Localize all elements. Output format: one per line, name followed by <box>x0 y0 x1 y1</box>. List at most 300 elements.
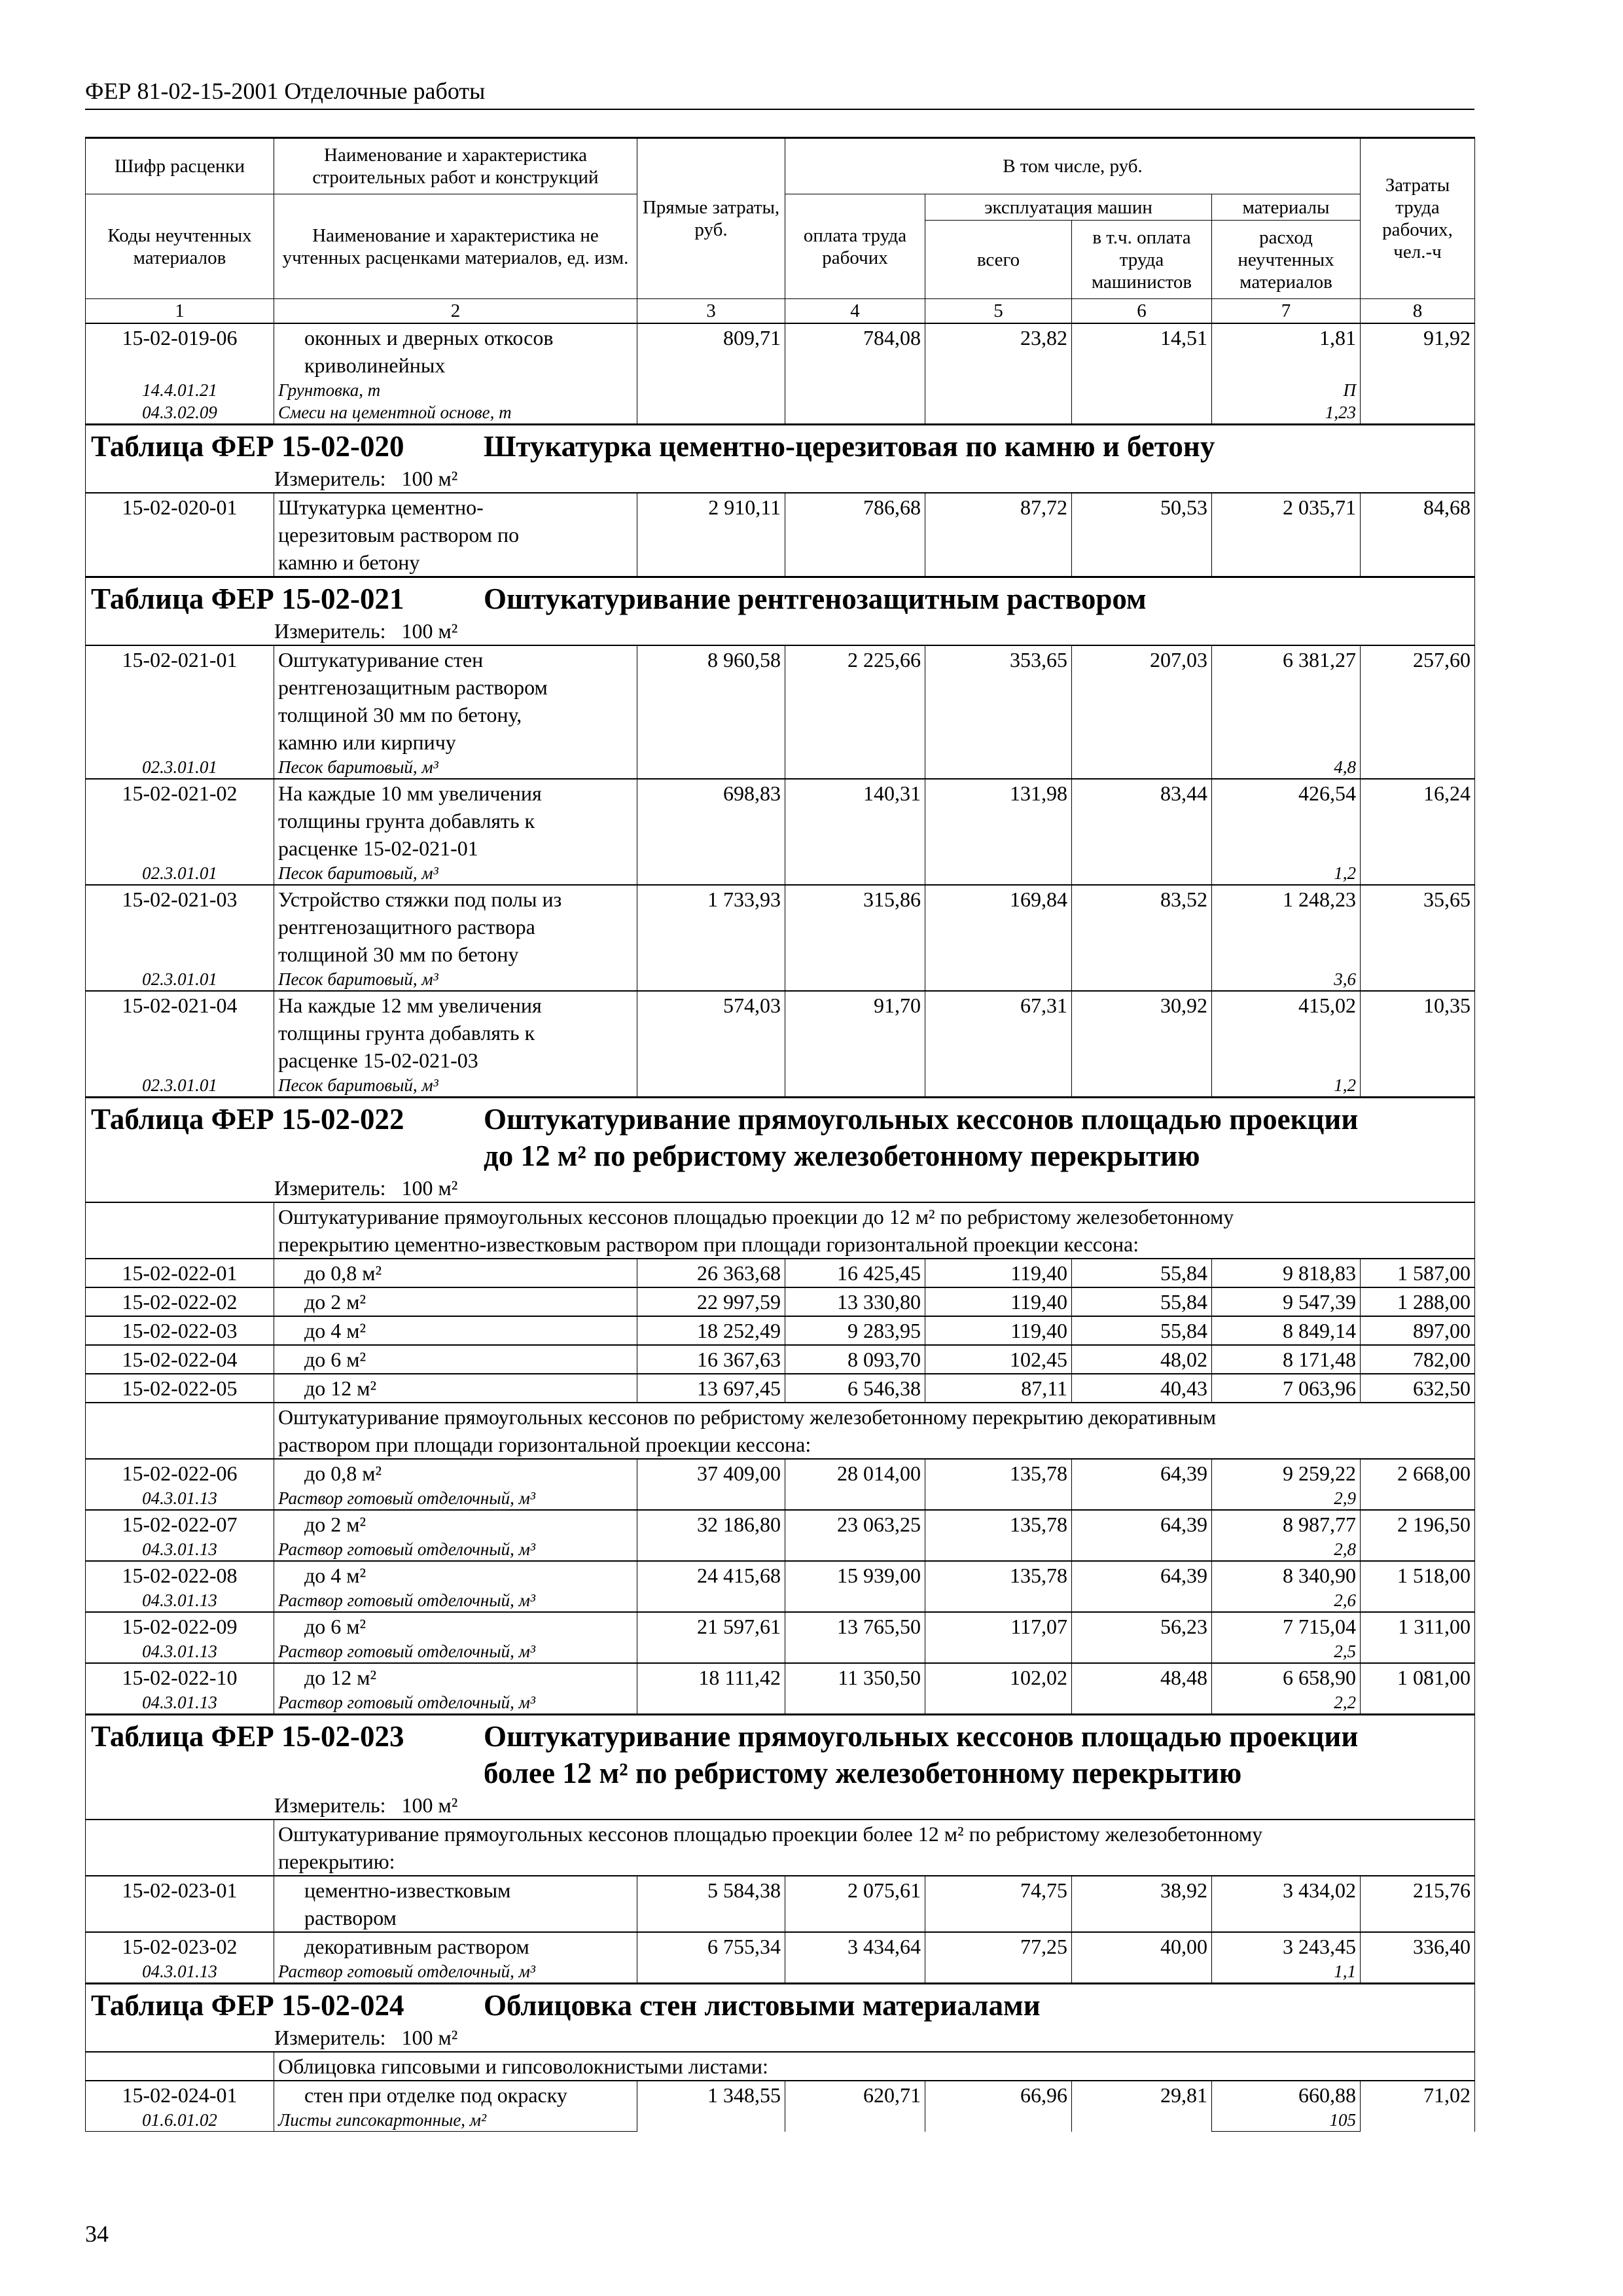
machines-total-value: 23,82 <box>925 323 1072 425</box>
name-line: до 12 м² <box>304 1376 377 1400</box>
table-row <box>86 1259 1475 1287</box>
material-code: 14.4.01.21 <box>86 379 274 401</box>
table-row <box>86 1663 1475 1691</box>
wages-value: 13 330,80 <box>785 1287 925 1316</box>
materials-value: 6 381,27 <box>1212 645 1361 756</box>
material-qty: 1,2 <box>1212 862 1361 885</box>
machinist-wages-value: 14,51 <box>1072 323 1212 425</box>
machines-total-value: 117,07 <box>925 1612 1072 1663</box>
column-number: 1 <box>86 299 274 324</box>
section-title-text <box>484 1987 1041 2024</box>
description-line: Оштукатуривание прямоугольных кессонов площадью проекции более 12 м² по ребристому железобетонному <box>278 1822 1263 1846</box>
rate-code: 15-02-022-01 <box>86 1259 274 1287</box>
material-name: Листы гипсокартонные, м² <box>274 2109 637 2132</box>
material-name: Песок баритовый, м³ <box>274 862 637 885</box>
work-name <box>274 1663 637 1691</box>
group-description <box>274 2052 1475 2081</box>
table-row <box>86 1287 1475 1316</box>
work-name <box>274 779 637 862</box>
empty-cell <box>86 1403 274 1459</box>
materials-value: 2 035,71 <box>1212 493 1361 577</box>
group-description-row <box>86 1202 1475 1259</box>
name-line: рентгенозащитным раствором <box>278 675 548 699</box>
rate-code: 15-02-020-01 <box>86 493 274 577</box>
wages-value: 2 225,66 <box>785 645 925 779</box>
direct-costs-value: 24 415,68 <box>637 1561 785 1612</box>
group-description <box>274 1202 1475 1259</box>
material-qty: 2,5 <box>1212 1640 1361 1663</box>
work-name <box>274 885 637 968</box>
machines-total-value: 67,31 <box>925 991 1072 1098</box>
rate-code: 15-02-022-07 <box>86 1510 274 1538</box>
wages-value: 2 075,61 <box>785 1876 925 1932</box>
name-line: до 12 м² <box>304 1666 377 1689</box>
meter-value: 100 м² <box>401 2026 458 2049</box>
rate-code: 15-02-023-02 <box>86 1932 274 1960</box>
materials-value: 8 340,90 <box>1212 1561 1361 1589</box>
table-row <box>86 493 1475 577</box>
table-row <box>86 2081 1475 2109</box>
meter-label: Измеритель: <box>274 619 386 643</box>
name-line: рентгенозащитного раствора <box>278 915 535 939</box>
labor-hours-value: 336,40 <box>1361 1932 1475 1984</box>
work-name <box>274 1316 637 1345</box>
section-title-text <box>484 1718 1358 1791</box>
machines-total-value: 119,40 <box>925 1259 1072 1287</box>
title-line: Штукатурка цементно-церезитовая по камню и бетону <box>484 430 1215 463</box>
table-section-heading <box>86 1984 1475 2053</box>
direct-costs-value: 37 409,00 <box>637 1459 785 1510</box>
name-line: до 4 м² <box>304 1564 366 1587</box>
name-line: церезитовым раствором по <box>278 523 520 547</box>
name-line: до 4 м² <box>304 1319 366 1342</box>
description-line: перекрытию: <box>278 1850 395 1873</box>
machinist-wages-value: 38,92 <box>1072 1876 1212 1932</box>
section-title-text <box>484 1101 1358 1174</box>
description-line: Оштукатуривание прямоугольных кессонов по ребристому железобетонному перекрытию декоративным <box>278 1405 1217 1429</box>
materials-value: 8 987,77 <box>1212 1510 1361 1538</box>
labor-hours-value: 91,92 <box>1361 323 1475 425</box>
material-code: 04.3.01.13 <box>86 1487 274 1510</box>
material-qty: 2,6 <box>1212 1589 1361 1612</box>
wages-value: 15 939,00 <box>785 1561 925 1612</box>
work-name <box>274 323 637 379</box>
materials-value: 9 259,22 <box>1212 1459 1361 1487</box>
machinist-wages-value: 48,48 <box>1072 1663 1212 1715</box>
direct-costs-value: 1 348,55 <box>637 2081 785 2132</box>
name-line: стен при отделке под окраску <box>304 2083 567 2107</box>
work-name <box>274 1510 637 1538</box>
material-qty: П <box>1212 379 1361 401</box>
machines-total-value: 353,65 <box>925 645 1072 779</box>
wages-value: 28 014,00 <box>785 1459 925 1510</box>
title-line: до 12 м² по ребристому железобетонному перекрытию <box>484 1139 1200 1172</box>
machinist-wages-value: 64,39 <box>1072 1459 1212 1510</box>
group-description-row <box>86 1403 1475 1459</box>
column-number: 3 <box>637 299 785 324</box>
name-line: толщиной 30 мм по бетону <box>278 942 519 966</box>
wages-value: 16 425,45 <box>785 1259 925 1287</box>
machines-total-value: 135,78 <box>925 1510 1072 1561</box>
section-title-text <box>484 581 1147 617</box>
col-header-material-codes: Коды неучтенных материалов <box>86 194 274 299</box>
section-title <box>91 581 1469 617</box>
material-code: 04.3.02.09 <box>86 401 274 425</box>
machinist-wages-value: 56,23 <box>1072 1612 1212 1663</box>
rate-code: 15-02-022-08 <box>86 1561 274 1589</box>
labor-hours-value: 10,35 <box>1361 991 1475 1098</box>
table-row <box>86 885 1475 968</box>
direct-costs-value: 1 733,93 <box>637 885 785 991</box>
labor-hours-value: 71,02 <box>1361 2081 1475 2132</box>
labor-hours-value: 1 288,00 <box>1361 1287 1475 1316</box>
name-line: На каждые 10 мм увеличения <box>278 781 542 805</box>
meter-label: Измеритель: <box>274 1793 386 1817</box>
material-code: 04.3.01.13 <box>86 1691 274 1715</box>
meter-label: Измеритель: <box>274 2026 386 2049</box>
section-title-text <box>484 428 1215 465</box>
table-section-heading <box>86 1715 1475 1820</box>
labor-hours-value: 16,24 <box>1361 779 1475 885</box>
wages-value: 3 434,64 <box>785 1932 925 1984</box>
table-row <box>86 991 1475 1074</box>
name-line: толщиной 30 мм по бетону, <box>278 703 522 726</box>
materials-value: 8 849,14 <box>1212 1316 1361 1345</box>
meter <box>91 2024 1469 2051</box>
material-name: Раствор готовый отделочный, м³ <box>274 1960 637 1984</box>
empty-cell <box>86 1202 274 1259</box>
rate-code: 15-02-022-02 <box>86 1287 274 1316</box>
material-name: Раствор готовый отделочный, м³ <box>274 1538 637 1561</box>
meter-label: Измеритель: <box>274 1176 386 1200</box>
work-name <box>274 1612 637 1640</box>
wages-value: 784,08 <box>785 323 925 425</box>
col-header-machinist-wages: в т.ч. оплата труда машинистов <box>1072 221 1212 299</box>
wages-value: 8 093,70 <box>785 1345 925 1374</box>
rate-code: 15-02-023-01 <box>86 1876 274 1932</box>
work-name <box>274 645 637 756</box>
table-row <box>86 1876 1475 1932</box>
page-number: 34 <box>85 2221 109 2247</box>
table-row <box>86 645 1475 756</box>
material-name: Грунтовка, т <box>274 379 637 401</box>
title-line: Оштукатуривание прямоугольных кессонов площадью проекции <box>484 1103 1359 1136</box>
running-head: ФЕР 81-02-15-2001 Отделочные работы <box>85 78 486 104</box>
machinist-wages-value: 55,84 <box>1072 1316 1212 1345</box>
rate-code: 15-02-022-03 <box>86 1316 274 1345</box>
material-name: Песок баритовый, м³ <box>274 756 637 779</box>
wages-value: 620,71 <box>785 2081 925 2132</box>
group-description-row <box>86 2052 1475 2081</box>
materials-value: 9 547,39 <box>1212 1287 1361 1316</box>
direct-costs-value: 6 755,34 <box>637 1932 785 1984</box>
meter-value: 100 м² <box>401 1793 458 1817</box>
name-line: до 6 м² <box>304 1348 366 1371</box>
work-name <box>274 1459 637 1487</box>
material-code: 02.3.01.01 <box>86 968 274 991</box>
name-line: раствором <box>304 1906 397 1929</box>
wages-value: 315,86 <box>785 885 925 991</box>
machinist-wages-value: 50,53 <box>1072 493 1212 577</box>
labor-hours-value: 2 196,50 <box>1361 1510 1475 1561</box>
labor-hours-value: 35,65 <box>1361 885 1475 991</box>
machinist-wages-value: 83,52 <box>1072 885 1212 991</box>
meter <box>91 1174 1469 1202</box>
rate-code: 15-02-022-06 <box>86 1459 274 1487</box>
work-name <box>274 991 637 1074</box>
name-line: расценке 15-02-021-03 <box>278 1049 478 1072</box>
empty-cell <box>86 1820 274 1876</box>
section-title <box>91 1987 1469 2024</box>
meter <box>91 617 1469 645</box>
name-line: до 2 м² <box>304 1290 366 1314</box>
rate-code: 15-02-021-03 <box>86 885 274 968</box>
material-name: Песок баритовый, м³ <box>274 1074 637 1098</box>
group-description <box>274 1403 1475 1459</box>
name-line: криволинейных <box>304 353 446 377</box>
meter-label: Измеритель: <box>274 467 386 490</box>
work-name <box>274 1561 637 1589</box>
section-code: Таблица ФЕР 15-02-022 <box>91 1103 404 1136</box>
table-row <box>86 1932 1475 1960</box>
col-header-wages: оплата труда рабочих <box>785 194 925 299</box>
rate-code: 15-02-022-05 <box>86 1374 274 1403</box>
material-name: Раствор готовый отделочный, м³ <box>274 1487 637 1510</box>
direct-costs-value: 13 697,45 <box>637 1374 785 1403</box>
labor-hours-value: 2 668,00 <box>1361 1459 1475 1510</box>
col-header-name: Наименование и характеристика строительных работ и конструкций <box>274 138 637 194</box>
name-line: камню или кирпичу <box>278 730 456 754</box>
name-line: декоративным раствором <box>304 1935 529 1958</box>
col-header-labor: Затраты труда рабочих, чел.-ч <box>1361 138 1475 299</box>
name-line: толщины грунта добавлять к <box>278 809 535 833</box>
wages-value: 13 765,50 <box>785 1612 925 1663</box>
col-header-materials: материалы <box>1212 194 1361 221</box>
direct-costs-value: 26 363,68 <box>637 1259 785 1287</box>
material-code: 01.6.01.02 <box>86 2109 274 2132</box>
materials-value: 9 818,83 <box>1212 1259 1361 1287</box>
work-name <box>274 1259 637 1287</box>
materials-value: 660,88 <box>1212 2081 1361 2109</box>
section-code: Таблица ФЕР 15-02-021 <box>91 583 404 615</box>
materials-value: 7 715,04 <box>1212 1612 1361 1640</box>
col-header-material-names: Наименование и характеристика не учтенных расценками материалов, ед. изм. <box>274 194 637 299</box>
materials-value: 426,54 <box>1212 779 1361 862</box>
materials-value: 6 658,90 <box>1212 1663 1361 1691</box>
section-title <box>91 1101 1469 1174</box>
labor-hours-value: 215,76 <box>1361 1876 1475 1932</box>
direct-costs-value: 698,83 <box>637 779 785 885</box>
machines-total-value: 102,02 <box>925 1663 1072 1715</box>
materials-value: 3 243,45 <box>1212 1932 1361 1960</box>
machines-total-value: 119,40 <box>925 1287 1072 1316</box>
table-row <box>86 1612 1475 1640</box>
machinist-wages-value: 64,39 <box>1072 1561 1212 1612</box>
section-code: Таблица ФЕР 15-02-024 <box>91 1989 404 2022</box>
wages-value: 11 350,50 <box>785 1663 925 1715</box>
machines-total-value: 66,96 <box>925 2081 1072 2132</box>
machinist-wages-value: 55,84 <box>1072 1287 1212 1316</box>
group-description <box>274 1820 1475 1876</box>
rate-code: 15-02-019-06 <box>86 323 274 379</box>
meter-value: 100 м² <box>401 1176 458 1200</box>
materials-value: 415,02 <box>1212 991 1361 1074</box>
wages-value: 23 063,25 <box>785 1510 925 1561</box>
meter-value: 100 м² <box>401 619 458 643</box>
labor-hours-value: 1 587,00 <box>1361 1259 1475 1287</box>
column-number: 4 <box>785 299 925 324</box>
table-row <box>86 779 1475 862</box>
col-header-direct-costs: Прямые затраты, руб. <box>637 138 785 299</box>
material-code: 02.3.01.01 <box>86 862 274 885</box>
work-name <box>274 1374 637 1403</box>
material-code: 04.3.01.13 <box>86 1960 274 1984</box>
material-qty: 3,6 <box>1212 968 1361 991</box>
name-line: оконных и дверных откосов <box>304 326 554 350</box>
material-qty: 2,9 <box>1212 1487 1361 1510</box>
machines-total-value: 131,98 <box>925 779 1072 885</box>
direct-costs-value: 22 997,59 <box>637 1287 785 1316</box>
name-line: Оштукатуривание стен <box>278 648 484 672</box>
column-number: 6 <box>1072 299 1212 324</box>
material-qty: 1,23 <box>1212 401 1361 425</box>
rate-code: 15-02-021-04 <box>86 991 274 1074</box>
col-header-material-consumption: расход неучтенных материалов <box>1212 221 1361 299</box>
material-name: Песок баритовый, м³ <box>274 968 637 991</box>
section-title <box>91 428 1469 465</box>
section-code: Таблица ФЕР 15-02-020 <box>91 430 404 463</box>
material-qty: 2,8 <box>1212 1538 1361 1561</box>
title-line: Облицовка стен листовыми материалами <box>484 1989 1041 2022</box>
table-row <box>86 1316 1475 1345</box>
table-row <box>86 323 1475 379</box>
col-header-machines-total: всего <box>925 221 1072 299</box>
direct-costs-value: 8 960,58 <box>637 645 785 779</box>
materials-value: 1 248,23 <box>1212 885 1361 968</box>
name-line: цементно-известковым <box>304 1878 511 1902</box>
material-name: Смеси на цементной основе, т <box>274 401 637 425</box>
materials-value: 7 063,96 <box>1212 1374 1361 1403</box>
machinist-wages-value: 29,81 <box>1072 2081 1212 2132</box>
rate-code: 15-02-022-10 <box>86 1663 274 1691</box>
machines-total-value: 74,75 <box>925 1876 1072 1932</box>
machines-total-value: 87,72 <box>925 493 1072 577</box>
machines-total-value: 102,45 <box>925 1345 1072 1374</box>
material-name: Раствор готовый отделочный, м³ <box>274 1589 637 1612</box>
wages-value: 91,70 <box>785 991 925 1098</box>
rate-code: 15-02-021-01 <box>86 645 274 756</box>
direct-costs-value: 809,71 <box>637 323 785 425</box>
work-name <box>274 1345 637 1374</box>
meter <box>91 465 1469 492</box>
direct-costs-value: 5 584,38 <box>637 1876 785 1932</box>
col-header-machines: эксплуатация машин <box>925 194 1212 221</box>
direct-costs-value: 18 111,42 <box>637 1663 785 1715</box>
wages-value: 6 546,38 <box>785 1374 925 1403</box>
col-header-code: Шифр расценки <box>86 138 274 194</box>
machinist-wages-value: 40,00 <box>1072 1932 1212 1984</box>
title-line: более 12 м² по ребристому железобетонному перекрытию <box>484 1757 1242 1789</box>
material-code: 04.3.01.13 <box>86 1589 274 1612</box>
materials-value: 1,81 <box>1212 323 1361 379</box>
material-code: 02.3.01.01 <box>86 756 274 779</box>
machinist-wages-value: 40,43 <box>1072 1374 1212 1403</box>
work-name <box>274 1932 637 1960</box>
machines-total-value: 135,78 <box>925 1561 1072 1612</box>
work-name <box>274 2081 637 2109</box>
description-line: раствором при площади горизонтальной проекции кессона: <box>278 1433 812 1456</box>
rates-table <box>85 137 1475 2132</box>
machines-total-value: 169,84 <box>925 885 1072 991</box>
material-qty: 4,8 <box>1212 756 1361 779</box>
rate-code: 15-02-022-04 <box>86 1345 274 1374</box>
wages-value: 9 283,95 <box>785 1316 925 1345</box>
table-row <box>86 1345 1475 1374</box>
material-code: 04.3.01.13 <box>86 1640 274 1663</box>
name-line: Устройство стяжки под полы из <box>278 888 562 911</box>
labor-hours-value: 782,00 <box>1361 1345 1475 1374</box>
name-line: до 2 м² <box>304 1513 366 1536</box>
material-name: Раствор готовый отделочный, м³ <box>274 1691 637 1715</box>
name-line: расценке 15-02-021-01 <box>278 836 478 860</box>
name-line: до 0,8 м² <box>304 1462 382 1485</box>
table-row <box>86 1510 1475 1538</box>
description-line: перекрытию цементно-известковым раствором при площади горизонтальной проекции кессона: <box>278 1232 1139 1256</box>
machinist-wages-value: 48,02 <box>1072 1345 1212 1374</box>
name-line: толщины грунта добавлять к <box>278 1021 535 1045</box>
direct-costs-value: 32 186,80 <box>637 1510 785 1561</box>
column-number: 7 <box>1212 299 1361 324</box>
table-section-heading <box>86 577 1475 646</box>
machinist-wages-value: 55,84 <box>1072 1259 1212 1287</box>
section-title <box>91 1718 1469 1791</box>
machines-total-value: 119,40 <box>925 1316 1072 1345</box>
materials-value: 3 434,02 <box>1212 1876 1361 1932</box>
machinist-wages-value: 207,03 <box>1072 645 1212 779</box>
description-line: Облицовка гипсовыми и гипсоволокнистыми листами: <box>278 2054 768 2078</box>
column-number: 2 <box>274 299 637 324</box>
machines-total-value: 77,25 <box>925 1932 1072 1984</box>
direct-costs-value: 21 597,61 <box>637 1612 785 1663</box>
labor-hours-value: 632,50 <box>1361 1374 1475 1403</box>
machinist-wages-value: 83,44 <box>1072 779 1212 885</box>
column-number: 5 <box>925 299 1072 324</box>
name-line: до 0,8 м² <box>304 1261 382 1285</box>
machinist-wages-value: 30,92 <box>1072 991 1212 1098</box>
title-line: Оштукатуривание прямоугольных кессонов площадью проекции <box>484 1720 1359 1753</box>
table-row <box>86 1459 1475 1487</box>
material-code: 04.3.01.13 <box>86 1538 274 1561</box>
labor-hours-value: 1 518,00 <box>1361 1561 1475 1612</box>
col-header-group: В том числе, руб. <box>785 138 1361 194</box>
material-qty: 105 <box>1212 2109 1361 2132</box>
work-name <box>274 1287 637 1316</box>
work-name <box>274 493 637 577</box>
labor-hours-value: 84,68 <box>1361 493 1475 577</box>
machines-total-value: 135,78 <box>925 1459 1072 1510</box>
labor-hours-value: 257,60 <box>1361 645 1475 779</box>
name-line: камню и бетону <box>278 550 420 574</box>
empty-cell <box>86 2052 274 2081</box>
labor-hours-value: 897,00 <box>1361 1316 1475 1345</box>
machines-total-value: 87,11 <box>925 1374 1072 1403</box>
header-rule <box>85 109 1474 110</box>
section-code: Таблица ФЕР 15-02-023 <box>91 1720 404 1753</box>
material-name: Раствор готовый отделочный, м³ <box>274 1640 637 1663</box>
material-qty: 2,2 <box>1212 1691 1361 1715</box>
machinist-wages-value: 64,39 <box>1072 1510 1212 1561</box>
work-name <box>274 1876 637 1932</box>
